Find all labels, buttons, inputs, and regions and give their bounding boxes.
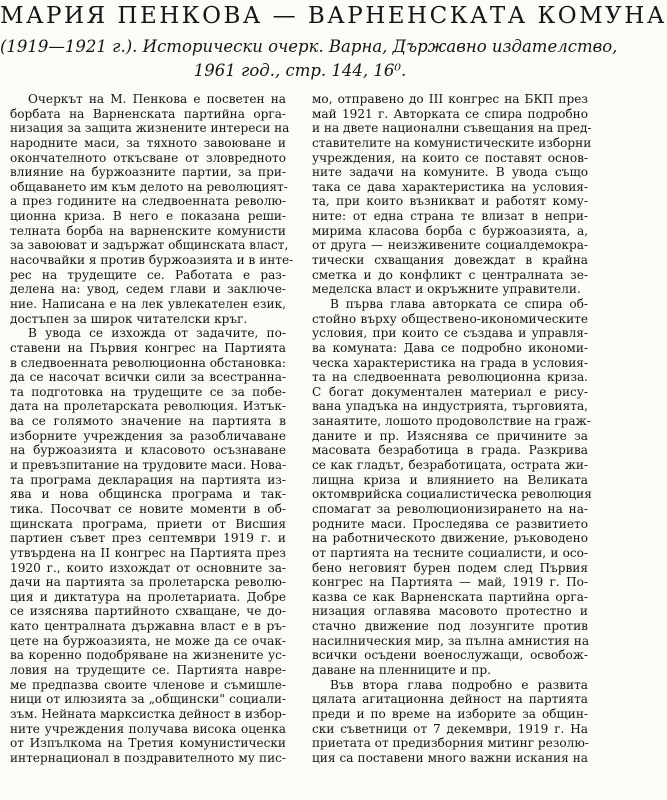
- text-line: се изяснява партийното схващане, че до-: [10, 604, 286, 619]
- text-line: ва комуната: Дава се подробно икономи-: [312, 340, 588, 355]
- text-line: така се дава характеристика на условия-: [312, 179, 588, 194]
- text-line: телната борба на варненските комунисти: [10, 223, 286, 238]
- text-line: партиен съвет през септември 1919 г. и: [10, 531, 286, 546]
- text-line: родните маси. Проследява се развитието: [312, 516, 588, 531]
- text-line: ние. Написана е на лек увлекателен език,: [10, 296, 286, 311]
- text-line: ция и диктатура на пролетариата. Добре: [10, 589, 286, 604]
- text-line: ва коренно подобряване на жизнените ус-: [10, 648, 286, 663]
- text-line: окончателното откъсване от зловредното: [10, 150, 286, 165]
- text-line: сметка и до конфликт с централната зе-: [312, 267, 588, 282]
- text-line: а през годините на следвоенната револю-: [10, 194, 286, 209]
- bibliographic-info-line-2: 1961 год., стр. 144, 16⁰.: [193, 61, 407, 80]
- text-line: ници от илюзията за „общински" социали-: [10, 692, 286, 707]
- text-line: бено неговият бурен подем след Първия: [312, 560, 588, 575]
- text-line: спомагат за революционизирането на на-: [312, 501, 588, 516]
- text-line: ните учреждения получава висока оценка: [10, 721, 286, 736]
- text-line: стойно върху обществено-икономическите: [312, 311, 588, 326]
- text-line: ционна криза. В него е показана реши-: [10, 209, 286, 224]
- text-line: ме предпазва своите членове и съмишле-: [10, 677, 286, 692]
- text-line: ски съветници от 7 декември, 1919 г. На: [312, 721, 588, 736]
- text-line: даните и пр. Изяснява се причините за: [312, 428, 588, 443]
- text-line: условия, при които се създава и управля-: [312, 326, 588, 341]
- text-line: се как гладът, безработицата, острата жи-: [312, 458, 588, 473]
- text-line: влияние на буржоазните партии, за при-: [10, 165, 286, 180]
- text-line: низация оглавява масовото протестно и: [312, 604, 588, 619]
- text-line: за завоюват и задържат общинската власт,: [10, 238, 289, 253]
- text-line: ните: от една страна те влизат в непри-: [312, 209, 588, 224]
- text-line: на буржоазията и класовото осъзнаване: [10, 443, 286, 458]
- text-line: ставени на Първия конгрес на Партията: [10, 340, 286, 355]
- text-line: Във втора глава подробно е развита: [330, 677, 588, 692]
- text-line: тически схващания довеждат в крайна: [312, 253, 588, 268]
- text-line: Очеркът на М. Пенкова е посветен на: [28, 92, 286, 106]
- text-line: насочвайки я против буржоазията и в инте-: [10, 253, 294, 268]
- text-line: низация за защита жизнените интереси на: [10, 121, 290, 136]
- text-line: ческа характеристика на града в условия-: [312, 355, 588, 370]
- text-line: ните задачи на комуните. В увода също: [312, 165, 588, 180]
- text-line: на работническото движение, ръководено: [312, 531, 588, 546]
- text-line: лищна криза и влиянието на Великата: [312, 472, 588, 487]
- text-line: цете на буржоазията, не може да се очак-: [10, 633, 286, 648]
- text-line: като централната държавна власт е в ръ-: [10, 619, 286, 634]
- text-line: дачи на партията за пролетарска револю-: [10, 575, 286, 590]
- text-line: всички осъдени военослужащи, освобож-: [312, 648, 588, 663]
- text-line: та, при които възникват и работят кому-: [312, 194, 588, 209]
- text-line: мирима класова борба с буржоазията, а,: [312, 223, 588, 238]
- text-line: достъпен за широк читателски кръг.: [10, 311, 248, 326]
- text-line: зъм. Нейната марксистка дейност в избор-: [10, 706, 287, 721]
- text-line: ловия на трудещите се. Партията навре-: [10, 662, 286, 677]
- text-line: щинската програма, приети от Висшия: [10, 516, 286, 531]
- text-line: дата на пролетарската революция. Изтък-: [10, 399, 286, 414]
- text-line: занаятите, лошото продоволствие на граж-: [312, 414, 591, 429]
- text-line: цялата агитационна дейност на партията: [312, 692, 588, 707]
- text-column-left: [10, 92, 294, 765]
- text-line: в следвоенната революционна обстановка:: [10, 355, 286, 370]
- text-line: ва се голямото значение на партията в: [10, 414, 286, 429]
- text-line: 1920 г., които изхождат от основните за-: [10, 560, 286, 575]
- text-line: преди и по време на изборите за общин-: [312, 706, 588, 721]
- text-line: да се насочат всички сили за всестранна-: [10, 370, 286, 385]
- text-line: масовата безработица в града. Разкрива: [312, 443, 588, 458]
- text-line: та на следвоенната революционна криза.: [312, 370, 588, 385]
- text-line: вана упадъка на индустрията, търговията,: [312, 399, 588, 414]
- text-line: утвърдена на II конгрес на Партията през: [10, 545, 286, 560]
- text-line: насилническия мир, за пълна амнистия на: [312, 633, 590, 648]
- text-line: ция са поставени много важни искания на: [312, 750, 588, 765]
- text-line: интернационал в поздравителното му пис-: [10, 750, 286, 765]
- text-line: та програма декларация на партията из-: [10, 472, 286, 487]
- text-line: тика. Посочват се новите моменти в об-: [10, 501, 286, 516]
- text-line: мо, отправено до III конгрес на БКП през: [312, 92, 588, 106]
- text-line: май 1921 г. Авторката се спира подробно: [312, 106, 588, 121]
- text-line: и на двете национални съвещания на пред-: [312, 121, 592, 136]
- text-line: борбата на Варненската партийна орга-: [10, 106, 286, 121]
- text-line: В първа глава авторката се спира об-: [330, 296, 588, 311]
- text-line: октомврийска социалистическа революция: [312, 487, 592, 502]
- text-line: от партията на тесните социалисти, и осо-: [312, 545, 588, 560]
- text-line: изборните учреждения за разобличаване: [10, 428, 286, 443]
- text-line: от Изпълкома на Третия комунистически: [10, 736, 286, 751]
- text-line: даване на пленниците и пр.: [312, 662, 492, 677]
- text-line: общаването им към делото на революцият-: [10, 179, 288, 194]
- text-line: учреждения, на които се поставят основ-: [312, 150, 588, 165]
- text-line: ява и нова общинска програма и так-: [10, 487, 286, 502]
- text-line: рес на трудещите се. Работата е раз-: [10, 267, 286, 282]
- text-line: С богат документален материал е рису-: [312, 384, 588, 399]
- text-line: меделска власт и окръжните управители.: [312, 282, 581, 297]
- text-line: делена на: увод, седем глави и заключе-: [10, 282, 286, 297]
- bibliographic-info-line-1: (1919—1921 г.). Исторически очерк. Варна, Държавно издателство,: [0, 37, 618, 56]
- text-line: стачно движение под лозунгите против: [312, 619, 588, 634]
- text-line: В увода се изхожда от задачите, по-: [28, 326, 286, 341]
- text-line: казва се как Варненската партийна орга-: [312, 589, 588, 604]
- text-line: конгрес на Партията — май, 1919 г. По-: [312, 575, 588, 590]
- text-line: ставителите на комунистическите изборни: [312, 135, 592, 150]
- text-line: и превъзпитание на трудовите маси. Нова-: [10, 458, 287, 473]
- text-line: приетата от предизборния митинг резолю-: [312, 736, 589, 751]
- text-line: народните маси, за тяхното завоюване и: [10, 135, 286, 150]
- text-line: от друга — неизживените социалдемокра-: [312, 238, 588, 253]
- text-column-right: [312, 92, 592, 765]
- book-title: МАРИЯ ПЕНКОВА — ВАРНЕНСКАТА КОМУНА: [0, 3, 667, 29]
- text-line: та подготовка на трудещите се за побе-: [10, 384, 286, 399]
